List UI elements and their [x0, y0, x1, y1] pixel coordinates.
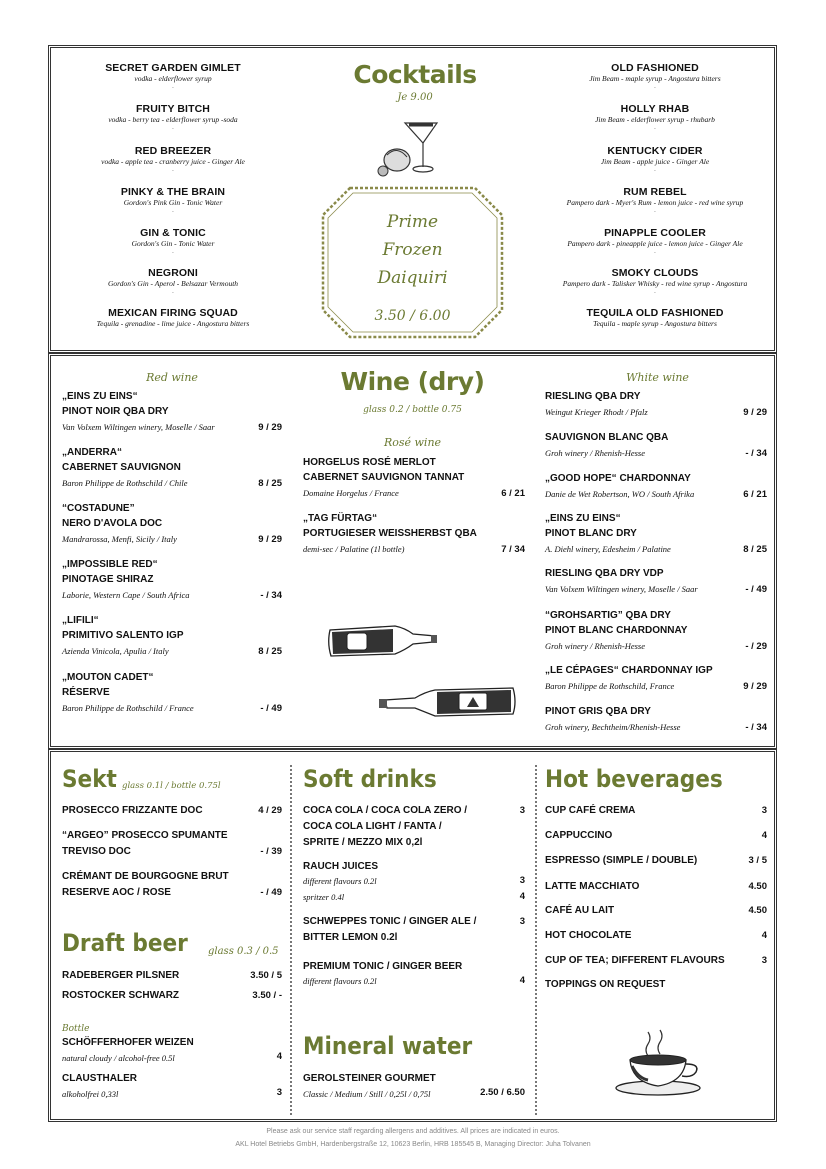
- cocktail-desc: vodka - berry tea - elderflower syrup -soda: [108, 115, 238, 124]
- red-wine-item: [62, 389, 282, 434]
- drink-name: ESPRESSO (SIMPLE / DOUBLE): [545, 855, 698, 866]
- wine-price: 9 / 29: [258, 422, 282, 433]
- wine-name: „EINS ZU EINS“: [545, 513, 621, 524]
- drink-name: RAUCH JUICES: [303, 861, 379, 872]
- wine-price: 8 / 25: [743, 544, 767, 555]
- cocktail-name: NEGRONI: [148, 267, 198, 279]
- wine-price: - / 49: [745, 584, 767, 595]
- cocktail-desc: vodka - apple tea - cranberry juice - Ginger Ale: [101, 157, 245, 166]
- drink-name: SCHWEPPES TONIC / GINGER ALE /: [303, 916, 477, 927]
- hot-beverage-item: [545, 954, 767, 968]
- soft-drink-item: [303, 804, 525, 850]
- drink-desc: spritzer 0.4l: [303, 892, 345, 902]
- separator-dot: .: [654, 289, 656, 295]
- cocktails-price: Je 9.00: [397, 92, 433, 103]
- hot-beverage-item: [545, 904, 767, 918]
- daiquiri-line2: Frozen: [382, 240, 443, 260]
- sekt-item: [62, 870, 282, 900]
- hot-beverage-item: [545, 804, 767, 818]
- wine-desc: Van Volxem Wiltingen winery, Moselle / Saar: [545, 584, 698, 594]
- cocktail-item: [53, 267, 293, 295]
- rose-wine-item: [303, 455, 525, 500]
- cocktail-desc: Gordon's Gin - Aperol - Belsazar Vermouth: [107, 279, 239, 288]
- drink-price: 2.50 / 6.50: [480, 1087, 525, 1098]
- wine-desc: Laborie, Western Cape / South Africa: [62, 590, 190, 600]
- drink-name-line2: COCA COLA LIGHT / FANTA /: [303, 821, 442, 832]
- wine-name: „LIFILI“: [62, 615, 99, 626]
- wine-name: “GROHSARTIG” QBA DRY: [545, 610, 671, 621]
- cocktail-item: [53, 103, 293, 131]
- wine-name-line2: PINOT BLANC DRY: [545, 528, 637, 539]
- wine-desc: Groh winery, Bechtheim/Rhenish-Hesse: [545, 722, 681, 732]
- separator-dot: .: [172, 125, 174, 131]
- drink-name: HOT CHOCOLATE: [545, 930, 632, 941]
- wine-name: „TAG FÜRTAG“: [303, 513, 378, 524]
- soft-drinks-title: Soft drinks: [303, 765, 437, 793]
- mineral-water-item: [303, 1072, 525, 1101]
- wine-desc: Azienda Vinicola, Apulia / Italy: [62, 646, 169, 656]
- cocktail-desc: Gordon's Pink Gin - Tonic Water: [123, 198, 223, 207]
- separator-dot: .: [172, 208, 174, 214]
- drink-desc: different flavours 0.2l: [303, 976, 377, 986]
- cocktail-name: SECRET GARDEN GIMLET: [105, 62, 241, 74]
- drink-name: TOPPINGS ON REQUEST: [545, 979, 666, 990]
- cocktail-item: [53, 62, 293, 90]
- wine-name-line2: RÉSERVE: [62, 687, 110, 698]
- separator-dot: .: [654, 167, 656, 173]
- separator-dot: .: [172, 84, 174, 90]
- cocktail-item: [535, 103, 775, 131]
- red-wine-item: [62, 557, 282, 602]
- cocktail-name: OLD FASHIONED: [611, 62, 699, 74]
- drink-price: 3: [519, 916, 525, 927]
- wine-price: 8 / 25: [258, 478, 282, 489]
- cocktail-name: RUM REBEL: [623, 186, 687, 198]
- cocktail-item: [53, 227, 293, 255]
- drink-name: COCA COLA / COCA COLA ZERO /: [303, 805, 468, 816]
- wine-price: 9 / 29: [258, 534, 282, 545]
- white-wine-label: White wine: [626, 371, 689, 384]
- daiquiri-line3: Daiquiri: [377, 268, 448, 288]
- cocktail-item: [535, 186, 775, 214]
- drink-price: 3.50 / 5: [250, 970, 282, 981]
- white-wine-item: [545, 430, 767, 460]
- cocktails-title: Cocktails: [353, 60, 477, 89]
- drink-name: CRÉMANT DE BOURGOGNE BRUT: [62, 871, 229, 882]
- separator-dot: .: [172, 249, 174, 255]
- separator-dot: .: [172, 167, 174, 173]
- cocktail-desc: Tequila - maple syrup - Angostura bitters: [593, 319, 717, 328]
- wine-price: 6 / 21: [501, 488, 525, 499]
- cocktail-desc: vodka - elderflower syrup: [134, 74, 212, 83]
- red-wine-item: [62, 613, 282, 658]
- drink-name: CUP CAFÉ CREMA: [545, 805, 636, 816]
- column-divider: [535, 765, 537, 1115]
- wine-name: “COSTADUNE”: [62, 503, 135, 514]
- drink-price: 4 / 29: [258, 805, 282, 816]
- red-wine-item: [62, 501, 282, 546]
- drink-name: SCHÖFFERHOFER WEIZEN: [62, 1037, 194, 1048]
- drink-name: LATTE MACCHIATO: [545, 881, 640, 892]
- beer-item: [62, 989, 282, 1003]
- white-wine-item: [545, 608, 767, 653]
- wine-desc: Baron Philippe de Rothschild, France: [545, 681, 675, 691]
- drink-price: 4: [519, 891, 525, 902]
- drink-price: 4.50: [748, 881, 767, 892]
- cocktail-desc: Jim Beam - apple juice - Ginger Ale: [600, 157, 710, 166]
- drink-name: CLAUSTHALER: [62, 1073, 137, 1084]
- wine-name-line2: CABERNET SAUVIGNON: [62, 462, 181, 473]
- cocktail-item: [535, 227, 775, 255]
- cocktail-name: RED BREEZER: [134, 145, 212, 157]
- cocktail-name: PINAPPLE COOLER: [604, 227, 706, 239]
- soft-drink-item: [303, 960, 525, 988]
- sekt-sizes: glass 0.1l / bottle 0.75l: [122, 781, 221, 791]
- red-wine-label: Red wine: [146, 371, 198, 384]
- footer-company: AKL Hotel Betriebs GmbH, Hardenbergstraße 12, 10623 Berlin, HRB 185545 B, Managing Director: Juha Tolvanen: [235, 1141, 591, 1148]
- rose-wine-label: Rosé wine: [383, 436, 442, 449]
- hot-beverages-title: Hot beverages: [545, 765, 723, 793]
- bottle-beer-item: [62, 1072, 282, 1101]
- coffee-cup-illustration: [608, 1028, 708, 1098]
- cocktail-desc: Pampero dark - Myer's Rum - lemon juice - red wine syrup: [566, 198, 744, 207]
- wine-price: - / 34: [260, 590, 282, 601]
- drink-price: 4: [519, 975, 525, 986]
- drink-name-line2: TREVISO DOC: [62, 846, 131, 857]
- bottle-beer-item: [62, 1036, 282, 1065]
- wine-name-line2: PINOT BLANC CHARDONNAY: [545, 625, 688, 636]
- wine-sizes: glass 0.2 / bottle 0.75: [363, 405, 462, 415]
- white-wine-item: [545, 471, 767, 501]
- drink-price: 3: [761, 955, 767, 966]
- cocktail-item: [535, 267, 775, 295]
- cocktail-desc: Pampero dark - Talisker Whisky - red wine syrup - Angostura: [562, 279, 748, 288]
- red-wine-item: [62, 445, 282, 490]
- wine-name-line2: PRIMITIVO SALENTO IGP: [62, 630, 184, 641]
- wine-desc: Mandrarossa, Menfi, Sicily / Italy: [62, 534, 177, 544]
- white-wine-item: [545, 389, 767, 419]
- separator-dot: .: [654, 249, 656, 255]
- cocktail-name: FRUITY BITCH: [136, 103, 210, 115]
- drink-name-line2: RESERVE AOC / ROSE: [62, 887, 171, 898]
- drink-price: 4: [761, 930, 767, 941]
- wine-name: „ANDERRA“: [62, 447, 122, 458]
- cocktail-name: GIN & TONIC: [140, 227, 206, 239]
- wine-price: 6 / 21: [743, 489, 767, 500]
- wine-desc: Groh winery / Rhenish-Hesse: [545, 448, 646, 458]
- wine-bottle-illustration: [325, 618, 440, 668]
- footer-note: Please ask our service staff regarding allergens and additives. All prices are indicated in euros.: [266, 1128, 560, 1135]
- cocktail-item: [53, 307, 293, 329]
- bottle-label: Bottle: [62, 1024, 90, 1034]
- cocktail-desc: Pampero dark - pineapple juice - lemon juice - Ginger Ale: [567, 239, 743, 248]
- drink-desc: Classic / Medium / Still / 0,25l / 0,75l: [303, 1089, 431, 1099]
- hot-beverage-item: [545, 854, 767, 868]
- cocktail-item: [535, 307, 775, 329]
- daiquiri-line1: Prime: [386, 212, 439, 232]
- rose-wine-item: [303, 511, 525, 556]
- hot-beverage-item: [545, 829, 767, 843]
- white-wine-item: [545, 663, 767, 693]
- draft-beer-title: Draft beer: [62, 929, 188, 957]
- wine-price: 7 / 34: [501, 544, 525, 555]
- wine-price: 9 / 29: [743, 681, 767, 692]
- cocktail-item: [53, 145, 293, 173]
- drink-name: ROSTOCKER SCHWARZ: [62, 990, 180, 1001]
- drink-desc: natural cloudy / alcohol-free 0.5l: [62, 1053, 175, 1063]
- drink-name: CUP OF TEA; DIFFERENT FLAVOURS: [545, 955, 725, 966]
- cocktail-desc: Tequila - grenadine - lime juice - Angostura bitters: [96, 319, 250, 328]
- wine-desc: Van Volxem Wiltingen winery, Moselle / Saar: [62, 422, 215, 432]
- drink-price: 3: [276, 1087, 282, 1098]
- wine-name: „EINS ZU EINS“: [62, 391, 138, 402]
- cocktail-name: SMOKY CLOUDS: [611, 267, 699, 279]
- cocktail-name: TEQUILA OLD FASHIONED: [586, 307, 724, 319]
- hot-beverage-item: [545, 978, 767, 992]
- cocktail-item: [53, 186, 293, 214]
- drink-price: 3.50 / -: [252, 990, 282, 1001]
- drink-desc: alkoholfrei 0,33l: [62, 1089, 119, 1099]
- wine-price: - / 49: [260, 703, 282, 714]
- cocktail-name: HOLLY RHAB: [620, 103, 690, 115]
- wine-desc: demi-sec / Palatine (1l bottle): [303, 544, 405, 554]
- wine-price: - / 34: [745, 722, 767, 733]
- cocktail-name: KENTUCKY CIDER: [607, 145, 703, 157]
- wine-name: „GOOD HOPE“ CHARDONNAY: [545, 473, 691, 484]
- mineral-water-title: Mineral water: [303, 1032, 473, 1060]
- separator-dot: .: [654, 125, 656, 131]
- drink-price: 4: [276, 1051, 282, 1062]
- wine-price: 8 / 25: [258, 646, 282, 657]
- wine-desc: Groh winery / Rhenish-Hesse: [545, 641, 646, 651]
- hot-beverage-item: [545, 880, 767, 894]
- wine-desc: A. Diehl winery, Edesheim / Palatine: [545, 544, 671, 554]
- wine-desc: Danie de Wet Robertson, WO / South Afrika: [545, 489, 695, 499]
- wine-bottle-illustration: [375, 678, 520, 728]
- wine-title: Wine (dry): [340, 367, 485, 396]
- wine-name: SAUVIGNON BLANC QBA: [545, 432, 669, 443]
- wine-price: 9 / 29: [743, 407, 767, 418]
- wine-name-line2: NERO D'AVOLA DOC: [62, 518, 163, 529]
- wine-name: HORGELUS ROSÉ MERLOT: [303, 457, 436, 468]
- cocktail-desc: Gordon's Gin - Tonic Water: [131, 239, 215, 248]
- wine-name: PINOT GRIS QBA DRY: [545, 706, 651, 717]
- cocktail-desc: Jim Beam - maple syrup - Angostura bitters: [589, 74, 721, 83]
- wine-desc: Weingut Krieger Rhodt / Pfalz: [545, 407, 648, 417]
- drink-name: CAFÉ AU LAIT: [545, 905, 615, 916]
- drink-name: PROSECCO FRIZZANTE DOC: [62, 805, 203, 816]
- drink-price: 3 / 5: [748, 855, 767, 866]
- drink-name: CAPPUCCINO: [545, 830, 613, 841]
- wine-name: „LE CÉPAGES“ CHARDONNAY IGP: [545, 665, 713, 676]
- wine-desc: Domaine Horgelus / France: [303, 488, 399, 498]
- drink-name: GEROLSTEINER GOURMET: [303, 1073, 436, 1084]
- column-divider: [290, 765, 292, 1115]
- cocktail-name: PINKY & THE BRAIN: [120, 186, 226, 198]
- drink-price: 3: [519, 805, 525, 816]
- drink-price: 3: [519, 875, 525, 886]
- wine-name-line2: CABERNET SAUVIGNON TANNAT: [303, 472, 465, 483]
- wine-name: „IMPOSSIBLE RED“: [62, 559, 158, 570]
- white-wine-item: [545, 511, 767, 556]
- drink-name: “ARGEO” PROSECCO SPUMANTE: [62, 830, 228, 841]
- drink-name: PREMIUM TONIC / GINGER BEER: [303, 961, 463, 972]
- white-wine-item: [545, 566, 767, 596]
- daiquiri-price: 3.50 / 6.00: [374, 308, 451, 324]
- wine-desc: Baron Philippe de Rothschild / Chile: [62, 478, 188, 488]
- sekt-item: [62, 804, 282, 818]
- drink-price: - / 49: [260, 887, 282, 898]
- wine-name-line2: PORTUGIESER WEISSHERBST QBA: [303, 528, 477, 539]
- sekt-title: Sekt: [62, 765, 117, 793]
- drink-name-line2: BITTER LEMON 0.2l: [303, 932, 398, 943]
- soft-drink-item: [303, 860, 525, 904]
- red-wine-item: [62, 670, 282, 715]
- cocktail-glass-illustration: [375, 115, 450, 180]
- draft-beer-sizes: glass 0.3 / 0.5: [208, 946, 279, 957]
- wine-name: RIESLING QBA DRY: [545, 391, 641, 402]
- drink-name: RADEBERGER PILSNER: [62, 970, 180, 981]
- drink-desc: different flavours 0.2l: [303, 876, 377, 886]
- drink-price: - / 39: [260, 846, 282, 857]
- white-wine-item: [545, 704, 767, 734]
- drink-price: 3: [761, 805, 767, 816]
- wine-name: RIESLING QBA DRY VDP: [545, 568, 664, 579]
- cocktail-desc: Jim Beam - elderflower syrup - rhubarb: [595, 115, 715, 124]
- wine-name-line2: PINOTAGE SHIRAZ: [62, 574, 154, 585]
- hot-beverage-item: [545, 929, 767, 943]
- beer-item: [62, 969, 282, 983]
- cocktail-item: [535, 62, 775, 90]
- separator-dot: .: [654, 84, 656, 90]
- separator-dot: .: [172, 289, 174, 295]
- cocktail-item: [535, 145, 775, 173]
- soft-drink-item: [303, 915, 525, 945]
- separator-dot: .: [654, 208, 656, 214]
- drink-price: 4: [761, 830, 767, 841]
- wine-price: - / 34: [745, 448, 767, 459]
- drink-name-line3: SPRITE / MEZZO MIX 0,2l: [303, 837, 423, 848]
- wine-price: - / 29: [745, 641, 767, 652]
- sekt-item: [62, 829, 282, 859]
- cocktail-name: MEXICAN FIRING SQUAD: [108, 307, 238, 319]
- wine-name: „MOUTON CADET“: [62, 672, 154, 683]
- wine-desc: Baron Philippe de Rothschild / France: [62, 703, 194, 713]
- drink-price: 4.50: [748, 905, 767, 916]
- wine-name-line2: PINOT NOIR QBA DRY: [62, 406, 169, 417]
